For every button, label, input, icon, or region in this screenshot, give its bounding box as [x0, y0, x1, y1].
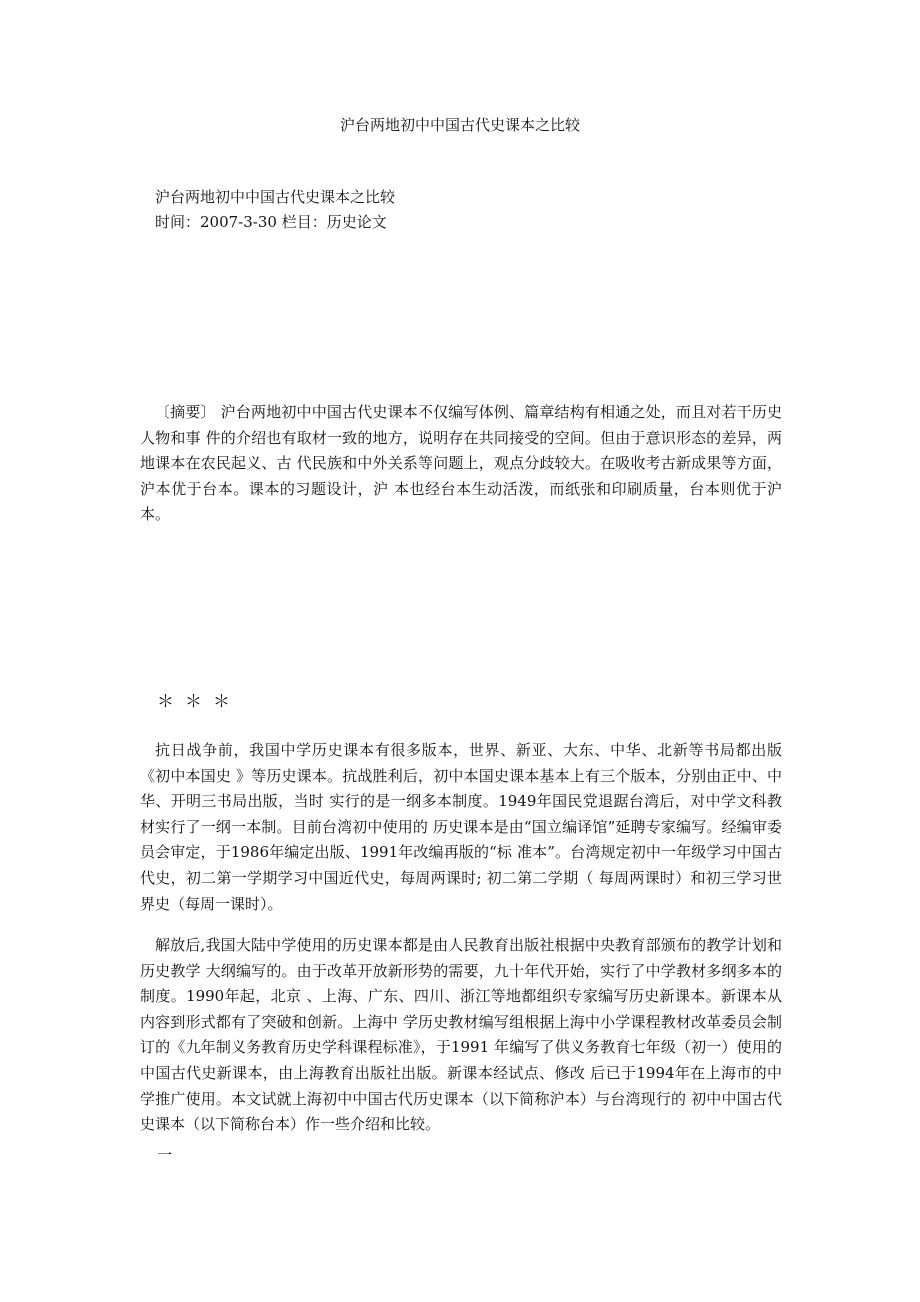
article-time-column: 时间：2007-3-30 栏目：历史论文 [155, 213, 387, 231]
body-paragraph-2: 解放后,我国大陆中学使用的历史课本都是由人民教育出版社根据中央教育部颁布的教学计划和历史教学 大纲编写的。由于改革开放新形势的需要，九十年代开始，实行了中学教材多纲多本的制度。1990年起，北京 、上海、广东、四川、浙江等地都组织专家编写历史新课本。新课本从内容到形式都有了突破和创新。上海中 学历史教材编写组根据上海中小学课程教材改革委员会制订的《九年制义务教育历史学科课程标准》，于1991 年编写了供义务教育七年级（初一）使用的中国古代史新课本，由上海教育出版社出版。新课本经试点、修改 后已于1994年在上海市的中学推广使用。本文试就上海初中中国古代历史课本（以下简称沪本）与台湾现行的 初中中国古代史课本（以下简称台本）作一些介绍和比较。 [140, 936, 782, 1134]
abstract-paragraph: 〔摘要〕 沪台两地初中中国古代史课本不仅编写体例、篇章结构有相通之处，而且对若干历史人物和事 件的介绍也有取材一致的地方，说明存在共同接受的空间。但由于意识形态的差异，两地课本在农民起义、古 代民族和中外关系等问题上，观点分歧较大。在吸收考古新成果等方面，沪本优于台本。课本的习题设计，沪 本也经台本生动活泼，而纸张和印刷质量，台本则优于沪本。 [140, 403, 782, 524]
body-paragraph-1: 抗日战争前，我国中学历史课本有很多版本，世界、新亚、大东、中华、北新等书局都出版《初中本国史 》等历史课本。抗战胜利后，初中本国史课本基本上有三个版本，分别由正中、中华、开明三书局出版，当时 实行的是一纲多本制度。1949年国民党退踞台湾后，对中学文科教材实行了一纲一本制。目前台湾初中使用的 历史课本是由“国立编译馆”延聘专家编写。经编审委员会审定，于1986年编定出版、1991年改编再版的“标 准本”。台湾规定初中一年级学习中国古代史，初二第一学期学习中国近代史，每周两课时; 初二第二学期（ 每周两课时）和初三学习世界史（每周一课时）。 [140, 741, 782, 913]
section-number: 一 [157, 1146, 173, 1164]
article-subtitle: 沪台两地初中中国古代史课本之比较 [155, 188, 396, 206]
page-title: 沪台两地初中中国古代史课本之比较 [339, 116, 580, 134]
section-separator: ＊＊＊ [157, 692, 241, 712]
article-meta [155, 185, 395, 235]
